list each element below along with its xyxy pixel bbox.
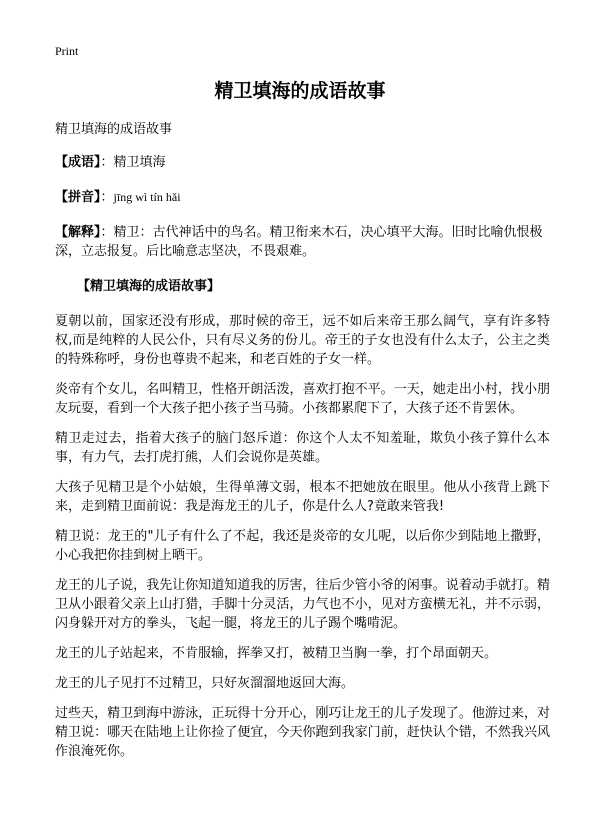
print-link[interactable]: Print [55, 44, 79, 58]
page-title: 精卫填海的成语故事 [214, 80, 386, 102]
jieshi-separator: ： [100, 225, 114, 240]
story-paragraph: 大孩子见精卫是个小姑娘，生得单薄文弱，根本不把她放在眼里。他从小孩背上跳下来，走到精卫面前说：我是海龙王的儿子，你是什么人?竟敢来管我! [55, 480, 550, 514]
jieshi-label: 【解释】 [55, 225, 101, 240]
chengyu-value: 精卫填海 [113, 155, 166, 170]
pinyin-field [55, 188, 550, 207]
story-paragraph: 精卫走过去，指着大孩子的脑门怒斥道：你这个人太不知羞耻，欺负小孩子算什么本事，有力气，去打虎打熊，人们会说你是英雄。 [55, 431, 550, 465]
story-section-title: 【精卫填海的成语故事】 [77, 279, 221, 294]
story-paragraph: 过些天，精卫到海中游泳，正玩得十分开心，刚巧让龙王的儿子发现了。他游过来，对精卫说：哪天在陆地上让你捡了便宜，今天你跑到我家门前，赶快认个错，不然我兴风作浪淹死你。 [55, 706, 550, 759]
story-paragraph: 龙王的儿子说，我先让你知道知道我的厉害，往后少管小爷的闲事。说着动手就打。精卫从小跟着父亲上山打猎，手脚十分灵活，力气也不小，见对方蛮横无礼，并不示弱，闪身躲开对方的拳头，飞起一腿，将龙王的儿子踢个嘴啃泥。 [55, 578, 550, 631]
jieshi-field [55, 223, 550, 261]
chengyu-label: 【成语】 [55, 155, 101, 170]
pinyin-value: jīng wì tín hǎi [113, 190, 181, 204]
pinyin-separator: ： [100, 190, 114, 205]
story-paragraph: 夏朝以前，国家还没有形成，那时候的帝王，远不如后来帝王那么阔气，享有许多特权,而是纯粹的人民公仆，只有尽义务的份儿。帝王的子女也没有什么太子，公主之类的特殊称呼，身份也尊贵不起来，和老百姓的子女一样。 [55, 314, 550, 367]
article-subtitle: 精卫填海的成语故事 [55, 122, 173, 137]
chengyu-field [55, 153, 550, 172]
article-body [55, 120, 550, 772]
chengyu-separator: ： [100, 155, 114, 170]
story-paragraph: 炎帝有个女儿，名叫精卫，性格开朗活泼，喜欢打抱不平。一天，她走出小村，找小朋友玩耍，看到一个大孩子把小孩子当马骑。小孩都累爬下了，大孩子还不肯罢休。 [55, 382, 550, 416]
pinyin-label: 【拼音】 [55, 190, 101, 205]
story-paragraph: 龙王的儿子站起来，不肯服输，挥拳又打，被精卫当胸一拳，打个昂面朝天。 [55, 646, 498, 661]
jieshi-value: 精卫：古代神话中的鸟名。精卫衔来木石，决心填平大海。旧时比喻仇恨极深，立志报复。后比喻意志坚决，不畏艰难。 [55, 225, 543, 259]
story-paragraph: 龙王的儿子见打不过精卫，只好灰溜溜地返回大海。 [55, 676, 355, 691]
story-paragraph: 精卫说：龙王的"儿子有什么了不起，我还是炎帝的女儿呢，以后你少到陆地上撒野，小心我把你挂到树上晒干。 [55, 529, 550, 563]
